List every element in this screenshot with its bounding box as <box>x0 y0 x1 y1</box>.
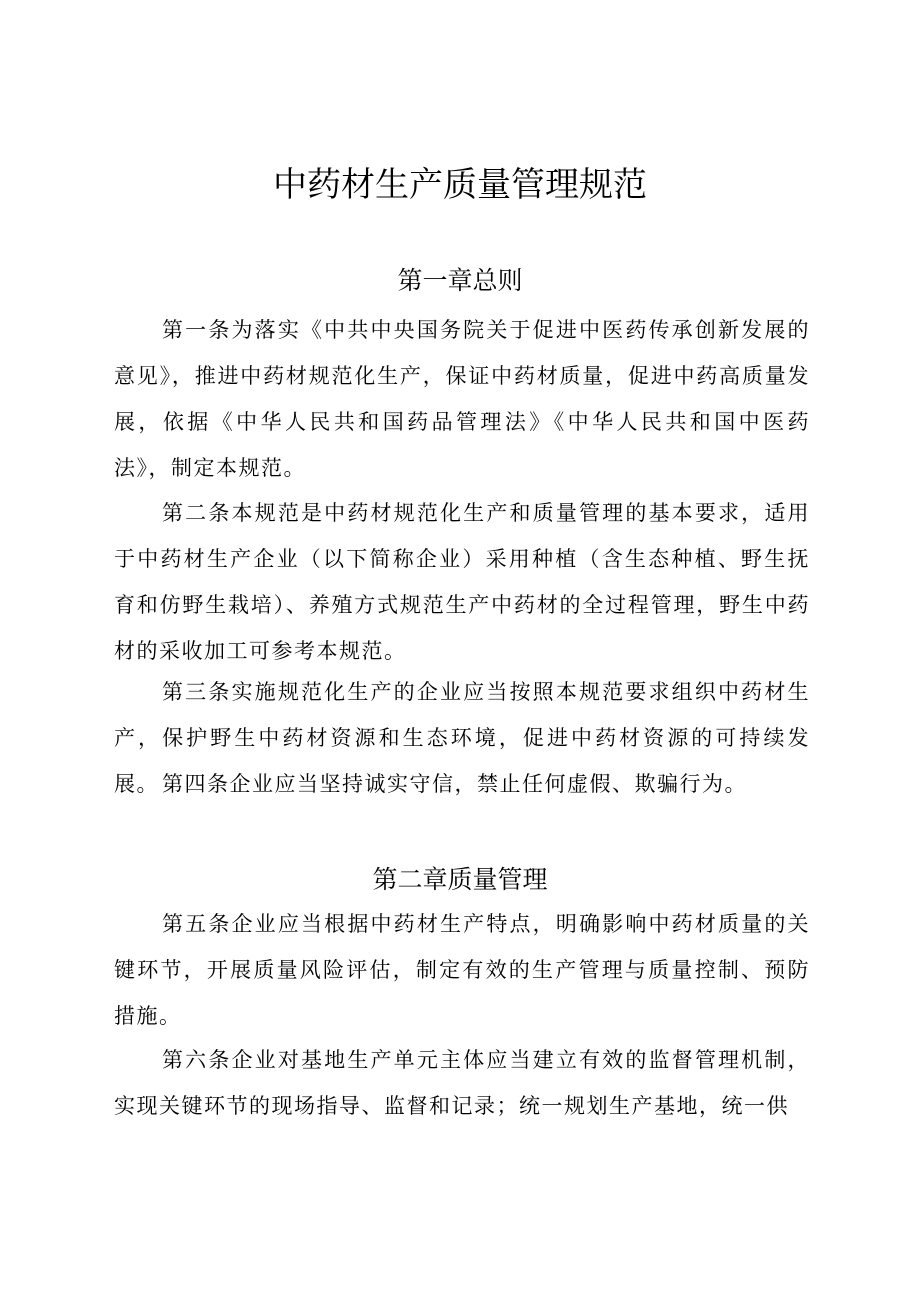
article-6: 第六条企业对基地生产单元主体应当建立有效的监督管理机制，实现关键环节的现场指导、监督和记录；统一规划生产基地，统一供 <box>114 1048 810 1118</box>
chapter-heading-1: 第一章总则 <box>397 266 523 295</box>
article-3: 第三条实施规范化生产的企业应当按照本规范要求组织中药材生产，保护野生中药材资源和生态环境，促进中药材资源的可持续发展。 <box>114 680 810 796</box>
article-2: 第二条本规范是中药材规范化生产和质量管理的基本要求，适用于中药材生产企业（以下简称企业）采用种植（含生态种植、野生抚育和仿野生栽培）、养殖方式规范生产中药材的全过程管理，野生中药材的采收加工可参考本规范。 <box>114 501 810 663</box>
article-4: 第四条企业应当坚持诚实守信，禁止任何虚假、欺骗行为。 <box>162 772 747 796</box>
article-5: 第五条企业应当根据中药材生产特点，明确影响中药材质量的关键环节，开展质量风险评估，制定有效的生产管理与质量控制、预防措施。 <box>114 912 810 1028</box>
article-1: 第一条为落实《中共中央国务院关于促进中医药传承创新发展的意见》，推进中药材规范化生产，保证中药材质量，促进中药高质量发展，依据《中华人民共和国药品管理法》《中华人民共和国中医药法》，制定本规范。 <box>114 318 810 480</box>
chapter-heading-2: 第二章质量管理 <box>372 865 548 894</box>
document-title: 中药材生产质量管理规范 <box>273 165 647 205</box>
